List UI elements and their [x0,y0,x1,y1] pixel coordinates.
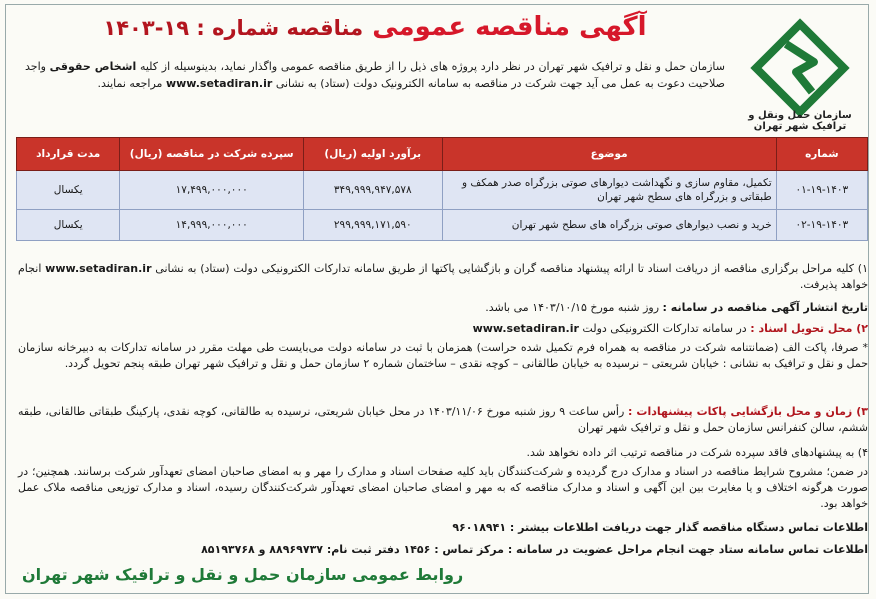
table-header-row [17,138,868,171]
section-2-title: ۲) محل تحویل اسناد : [750,322,868,335]
row-duration: یکسال [17,171,120,210]
contact-1-phone: ۹۶۰۱۸۹۴۱ [452,521,507,534]
col-deposit: سپرده شرکت در مناقصه (ریال) [120,138,304,171]
publish-date [18,300,868,316]
row-duration: یکسال [17,210,120,241]
tender-number: مناقصه شماره : ۱۹-۱۴۰۳ [103,16,364,40]
row-number: ۰۲-۱۹-۱۴۰۳ [776,210,867,241]
organization-caption: سازمان حمل ونقل و ترافیک شهر تهران [748,110,852,132]
row-estimate: ۲۹۹,۹۹۹,۱۷۱,۵۹۰ [304,210,442,241]
section-3-text: رأس ساعت ۹ روز شنبه مورخ ۱۴۰۳/۱۱/۰۶ در محل خیابان شریعتی، نرسیده به طالقانی، کوچه نقدی، پارکینگ طبقاتی طالقانی، طبقه ششم، سالن کنفرانس سازمان حمل و نقل و ترافیک شهر تهران [18,405,868,434]
contact-2 [18,542,868,558]
publish-text: روز شنبه مورخ ۱۴۰۳/۱۰/۱۵ می باشد. [485,301,660,314]
section-4: ۴) به پیشنهادهای فاقد سپرده شرکت در مناقصه ترتیب اثر داده نخواهد شد. [526,446,868,459]
setad-link[interactable]: www.setadiran.ir [165,77,273,90]
projects-table [16,137,868,241]
section-2-text: در سامانه تدارکات الکترونیکی دولت [582,322,747,335]
row-deposit: ۱۴,۹۹۹,۰۰۰,۰۰۰ [120,210,304,241]
footer-signature: روابط عمومی سازمان حمل و نقل و ترافیک شهر تهران [22,565,464,584]
row-estimate: ۳۴۹,۹۹۹,۹۴۷,۵۷۸ [304,171,442,210]
intro-text-1: سازمان حمل و نقل و ترافیک شهر تهران در نظر دارد پروژه های ذیل را از طریق مناقصه عمومی واگذار نماید، بدینوسیله از کلیه [139,60,725,73]
section-2-link[interactable]: www.setadiran.ir [472,322,579,335]
col-subject: موضوع [442,138,776,171]
intro-bold: اشخاص حقوقی [49,60,137,73]
section-3 [18,404,868,436]
section-1-end: انجام خواهد پذیرفت. [18,262,868,291]
contact-1-label: اطلاعات تماس دستگاه مناقصه گذار جهت دریافت اطلاعات بیشتر : [509,521,868,534]
row-deposit: ۱۷,۴۹۹,۰۰۰,۰۰۰ [120,171,304,210]
table-row [17,171,868,210]
page-title [30,12,720,42]
section-1-text: ۱) کلیه مراحل برگزاری مناقصه از دریافت اسناد تا ارائه پیشنهاد مناقصه گران و بازگشایی پاکتها از طریق سامانه تدارکات الکترونیکی دولت (ستاد) به نشانی [155,262,869,275]
contact-1 [18,520,868,536]
intro-paragraph [25,58,725,92]
col-number: شماره [776,138,867,171]
title-main: آگهی مناقصه عمومی [372,12,647,42]
section-1 [18,261,868,293]
col-duration: مدت قرارداد [17,138,120,171]
publish-label: تاریخ انتشار آگهی مناقصه در سامانه : [662,301,868,314]
intro-text-3: مراجعه نمایند. [97,77,163,90]
row-subject: تکمیل، مقاوم سازی و نگهداشت دیوارهای صوتی بزرگراه صدر همکف و طبقاتی و بزرگراه های سطح شهر تهران [442,171,776,210]
contact-2-text: مرکز تماس : ۱۴۵۶ دفتر ثبت نام: ۸۸۹۶۹۷۳۷ و ۸۵۱۹۳۷۶۸ [201,543,504,556]
note-paragraph: در ضمن؛ مشروح شرایط مناقصه در اسناد و مدارک درج گردیده و شرکت‌کنندگان باید کلیه صفحات اسناد و مدارک را مهر و به امضای صاحبان امضای تعهدآور شرکت برسانند. همچنین؛ در صورت هرگونه اختلاف و یا مغایرت بین این آگهی و اسناد و مدارک مناقصه که به مهر و امضای صاحبان امضای تعهدآور شرکت‌کنندگان رسیده، اسناد و مدارک توزیعی مناقصه ملاک عمل خواهد بود. [18,465,868,510]
section-2-header [18,321,868,337]
section-2-body: * صرفا، پاکت الف (ضمانتنامه شرکت در مناقصه به همراه فرم تکمیل شده حراست) همزمان با ثبت در سامانه دولت می‌بایست طی مهلت مقرر در سامانه تدارکات به دبیرخانه سازمان حمل و نقل و ترافیک به نشانی : خیابان شریعتی – نرسیده به خیابان طالقانی – کوچه نقدی – ساختمان شماره ۲ سازمان حمل و نقل و ترافیک شهر تهران طبقه پنجم تحویل گردد. [18,341,868,370]
table-row [17,210,868,241]
row-subject: خرید و نصب دیوارهای صوتی بزرگراه های سطح شهر تهران [442,210,776,241]
contact-2-label: اطلاعات تماس سامانه ستاد جهت انجام مراحل عضویت در سامانه : [507,543,868,556]
section-3-title: ۳) زمان و محل بازگشایی پاکات پیشنهادات : [628,405,868,418]
intro-text-2: واجد صلاحیت دعوت به عمل می آید جهت شرکت در مناقصه به سامانه الکترونیک دولت (ستاد) به نشانی [25,60,725,90]
col-estimate: برآورد اولیه (ریال) [304,138,442,171]
section-1-link[interactable]: www.setadiran.ir [45,262,152,275]
row-number: ۰۱-۱۹-۱۴۰۳ [776,171,867,210]
